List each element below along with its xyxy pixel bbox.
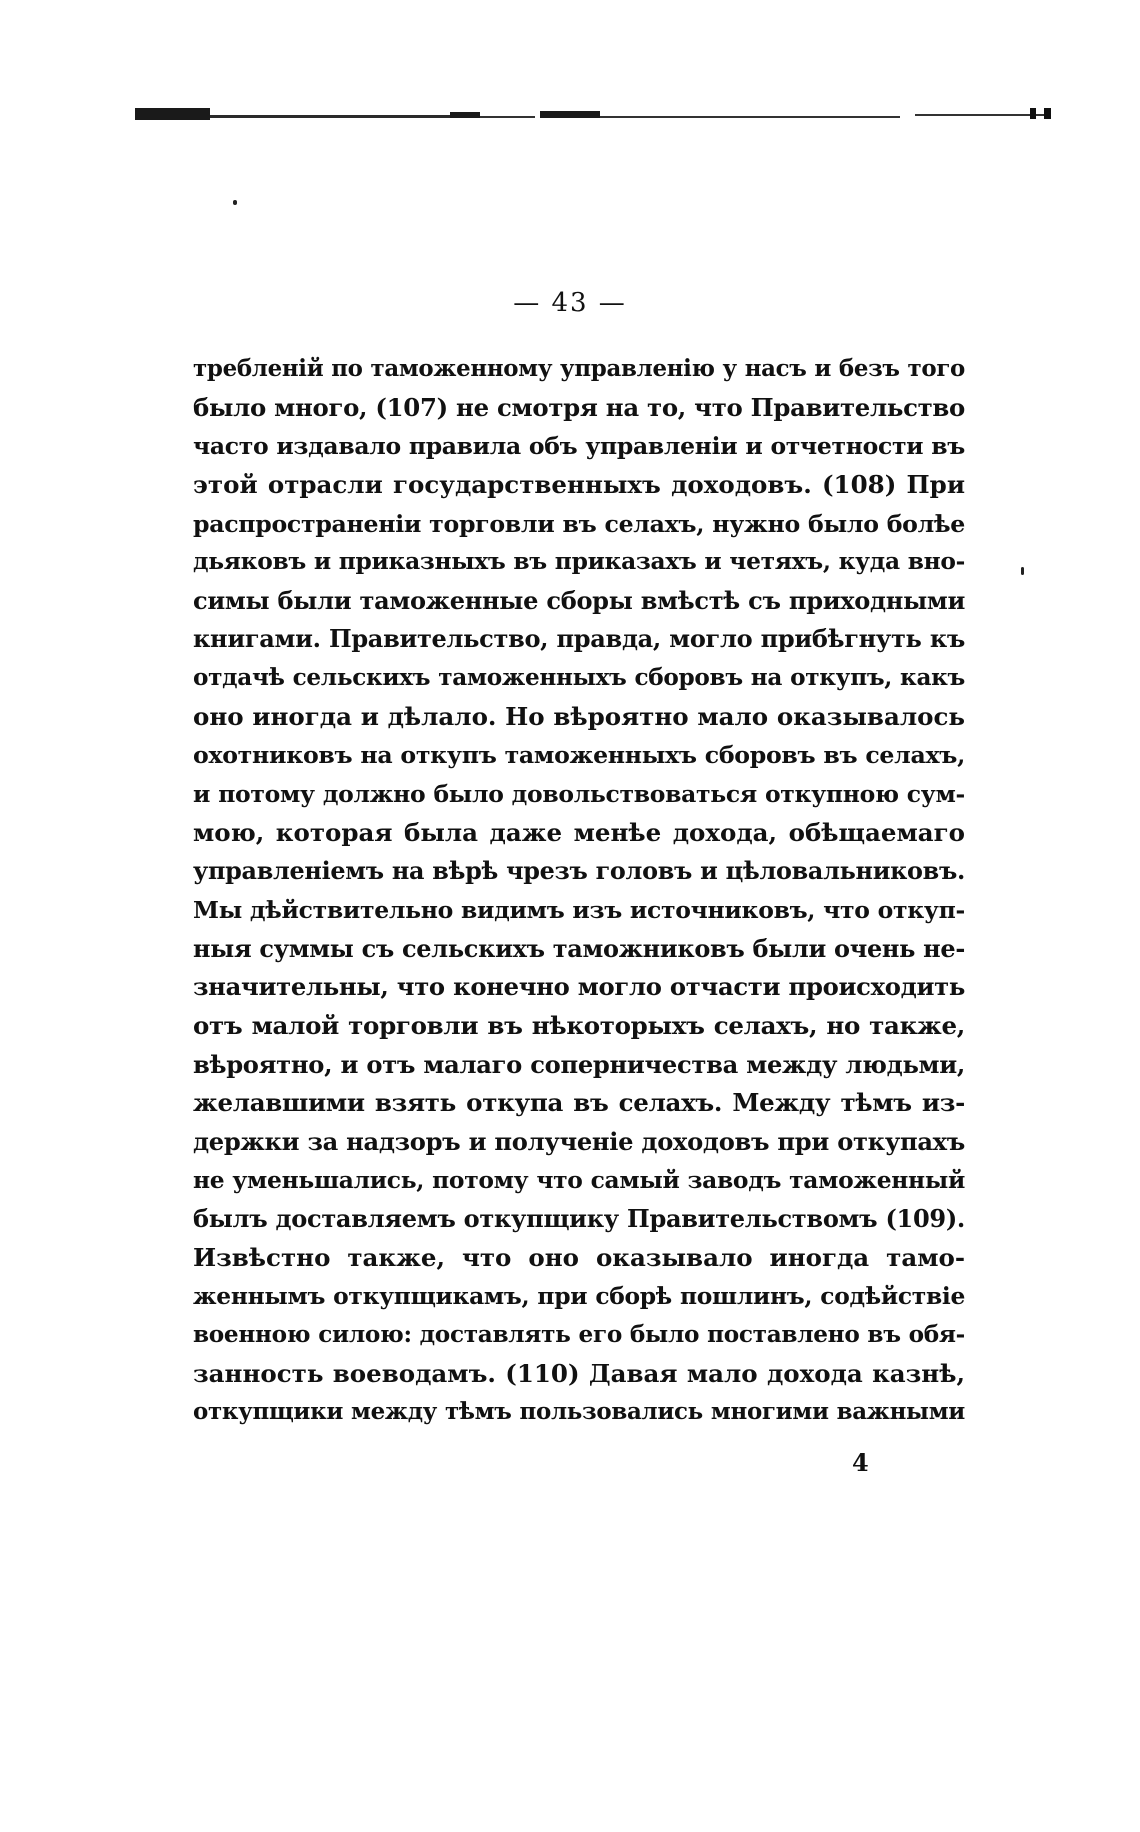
scan-speck xyxy=(1021,567,1024,575)
text-line: требленій по таможенному управленію у насъ и безъ того xyxy=(193,356,965,382)
text-line: былъ доставляемъ откупщику Правительствомъ (109). xyxy=(193,1204,965,1234)
text-line: занность воеводамъ. (110) Давая мало дохода казнѣ, xyxy=(193,1358,965,1388)
text-line: управленіемъ на вѣрѣ чрезъ головъ и цѣловальниковъ. xyxy=(193,857,965,886)
text-line: Мы дѣйствительно видимъ изъ источниковъ, что откуп- xyxy=(193,895,965,924)
text-line: ныя суммы съ сельскихъ таможниковъ были очень не- xyxy=(193,933,966,963)
text-line: откупщики между тѣмъ пользовались многими важными xyxy=(193,1398,965,1426)
text-line: охотниковъ на откупъ таможенныхъ сборовъ въ селахъ, xyxy=(193,741,965,770)
text-line: военною силою: доставлять его было поставлено въ обя- xyxy=(193,1321,965,1349)
text-line: женнымъ откупщикамъ, при сборѣ пошлинъ, содѣйствіе xyxy=(193,1282,965,1311)
text-line: распространеніи торговли въ селахъ, нужно было болѣе xyxy=(193,509,965,538)
text-line: дьяковъ и приказныхъ въ приказахъ и четяхъ, куда вно- xyxy=(193,548,965,576)
scan-edge-artifact xyxy=(135,108,1065,122)
page-number-header: — 43 — xyxy=(513,288,627,318)
text-line: отдачѣ сельскихъ таможенныхъ сборовъ на откупъ, какъ xyxy=(193,664,965,692)
text-line: держки за надзоръ и полученіе доходовъ при откупахъ xyxy=(193,1126,965,1156)
scan-speck xyxy=(233,200,237,205)
text-line: Извѣстно также, что оно оказывало иногда тамо- xyxy=(193,1242,965,1272)
text-line: оно иногда и дѣлало. Но вѣроятно мало оказывалось xyxy=(193,701,965,731)
text-line: этой отрасли государственныхъ доходовъ. (108) При xyxy=(193,469,965,499)
text-line: желавшими взять откупа въ селахъ. Между тѣмъ из- xyxy=(193,1088,965,1118)
text-line: было много, (107) не смотря на то, что Правительство xyxy=(193,392,965,422)
text-line: мою, которая была даже менѣе дохода, обѣщаемаго xyxy=(193,817,965,847)
text-line: книгами. Правительство, правда, могло прибѣгнуть къ xyxy=(193,624,965,654)
text-line: вѣроятно, и отъ малаго соперничества между людьми, xyxy=(193,1049,965,1079)
text-line: симы были таможенные сборы вмѣстѣ съ приходными xyxy=(193,585,965,615)
text-line: и потому должно было довольствоваться откупною сум- xyxy=(193,780,965,809)
body-text xyxy=(193,350,965,1432)
signature-mark: 4 xyxy=(852,1448,869,1477)
text-line: значительны, что конечно могло отчасти происходить xyxy=(193,972,965,1002)
text-line: не уменьшались, потому что самый заводъ таможенный xyxy=(193,1166,965,1195)
text-line: отъ малой торговли въ нѣкоторыхъ селахъ, но также, xyxy=(193,1010,965,1040)
text-line: часто издавало правила объ управленіи и отчетности въ xyxy=(193,432,965,461)
